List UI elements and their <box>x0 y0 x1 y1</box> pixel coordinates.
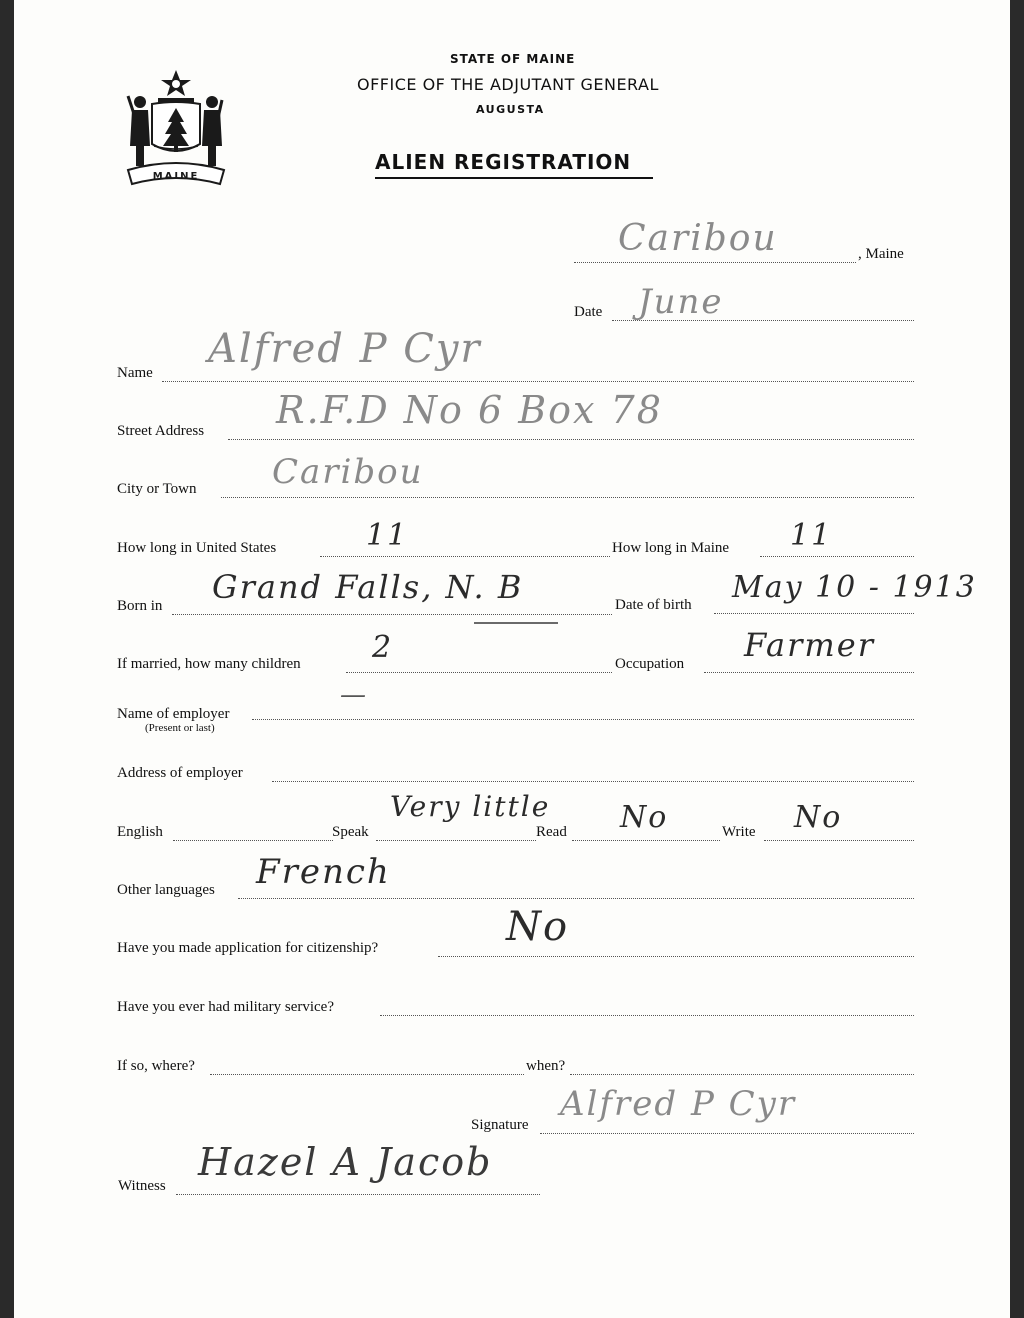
how-long-maine-label: How long in Maine <box>612 540 730 556</box>
header-city: AUGUSTA <box>476 103 545 116</box>
how-long-us-value[interactable]: 11 <box>366 518 409 553</box>
name-label: Name <box>117 365 153 381</box>
born-in-label: Born in <box>117 598 163 614</box>
name-line <box>162 381 914 382</box>
born-in-value[interactable]: Grand Falls, N. B <box>212 568 524 606</box>
other-languages-value[interactable]: French <box>256 852 391 892</box>
when-line[interactable] <box>570 1074 914 1075</box>
employer-address-label: Address of employer <box>117 765 243 781</box>
location-suffix: , Maine <box>858 246 904 262</box>
employer-name-label: Name of employer <box>117 706 230 722</box>
how-long-us-label: How long in United States <box>117 540 277 556</box>
date-of-birth-line <box>714 613 914 614</box>
witness-label: Witness <box>118 1178 166 1194</box>
location-value[interactable]: Caribou <box>618 218 778 259</box>
street-address-value[interactable]: R.F.D No 6 Box 78 <box>276 388 663 432</box>
children-label: If married, how many children <box>117 656 301 672</box>
citizenship-line <box>438 956 914 957</box>
page-title: ALIEN REGISTRATION <box>375 150 632 174</box>
speak-label: Speak <box>332 824 369 840</box>
street-address-label: Street Address <box>117 423 205 439</box>
english-line <box>173 840 333 841</box>
name-value[interactable]: Alfred P Cyr <box>208 326 482 372</box>
header-office: OFFICE OF THE ADJUTANT GENERAL <box>357 75 659 94</box>
date-of-birth-label: Date of birth <box>615 597 692 613</box>
witness-value[interactable]: Hazel A Jacob <box>198 1140 493 1184</box>
witness-line <box>176 1194 540 1195</box>
how-long-maine-line <box>760 556 914 557</box>
street-address-line <box>228 439 914 440</box>
born-in-line <box>172 614 612 615</box>
signature-line <box>540 1133 914 1134</box>
other-languages-label: Other languages <box>117 882 215 898</box>
city-line <box>221 497 914 498</box>
military-label: Have you ever had military service? <box>117 999 334 1015</box>
form-page <box>14 0 1010 1318</box>
speak-value[interactable]: Very little <box>390 790 551 823</box>
children-line <box>346 672 612 673</box>
city-label: City or Town <box>117 481 197 497</box>
read-value[interactable]: No <box>620 800 669 835</box>
city-value[interactable]: Caribou <box>272 452 424 492</box>
header-state: STATE OF MAINE <box>450 52 576 66</box>
speak-line <box>376 840 536 841</box>
military-line[interactable] <box>380 1015 914 1016</box>
citizenship-value[interactable]: No <box>506 904 570 950</box>
how-long-us-line <box>320 556 610 557</box>
write-label: Write <box>722 824 756 840</box>
citizenship-label: Have you made application for citizenship? <box>117 940 379 956</box>
read-label: Read <box>536 824 567 840</box>
signature-value[interactable]: Alfred P Cyr <box>560 1084 797 1124</box>
date-value[interactable]: June <box>638 282 724 322</box>
employer-address-line[interactable] <box>272 781 914 782</box>
title-underline <box>375 177 653 179</box>
english-label: English <box>117 824 163 840</box>
location-line <box>574 262 856 263</box>
occupation-line <box>704 672 914 673</box>
children-value[interactable]: 2 <box>372 630 394 665</box>
signature-label: Signature <box>471 1117 529 1133</box>
date-of-birth-value[interactable]: May 10 - 1913 <box>732 570 977 605</box>
occupation-value[interactable]: Farmer <box>744 626 875 664</box>
if-so-where-label: If so, where? <box>117 1058 195 1074</box>
employer-name-value[interactable]: — <box>340 680 368 710</box>
other-languages-line <box>238 898 914 899</box>
occupation-label: Occupation <box>615 656 685 672</box>
read-line <box>572 840 720 841</box>
maine-state-seal-icon <box>122 66 230 188</box>
when-label: when? <box>526 1058 566 1074</box>
date-label: Date <box>574 304 603 320</box>
how-long-maine-value[interactable]: 11 <box>790 518 833 553</box>
if-so-where-line[interactable] <box>210 1074 524 1075</box>
write-value[interactable]: No <box>794 800 843 835</box>
employer-name-line <box>252 719 914 720</box>
write-line <box>764 840 914 841</box>
seal-banner-text: MAINE <box>152 171 200 182</box>
employer-name-sublabel: (Present or last) <box>145 722 215 734</box>
born-in-underline <box>474 622 558 624</box>
